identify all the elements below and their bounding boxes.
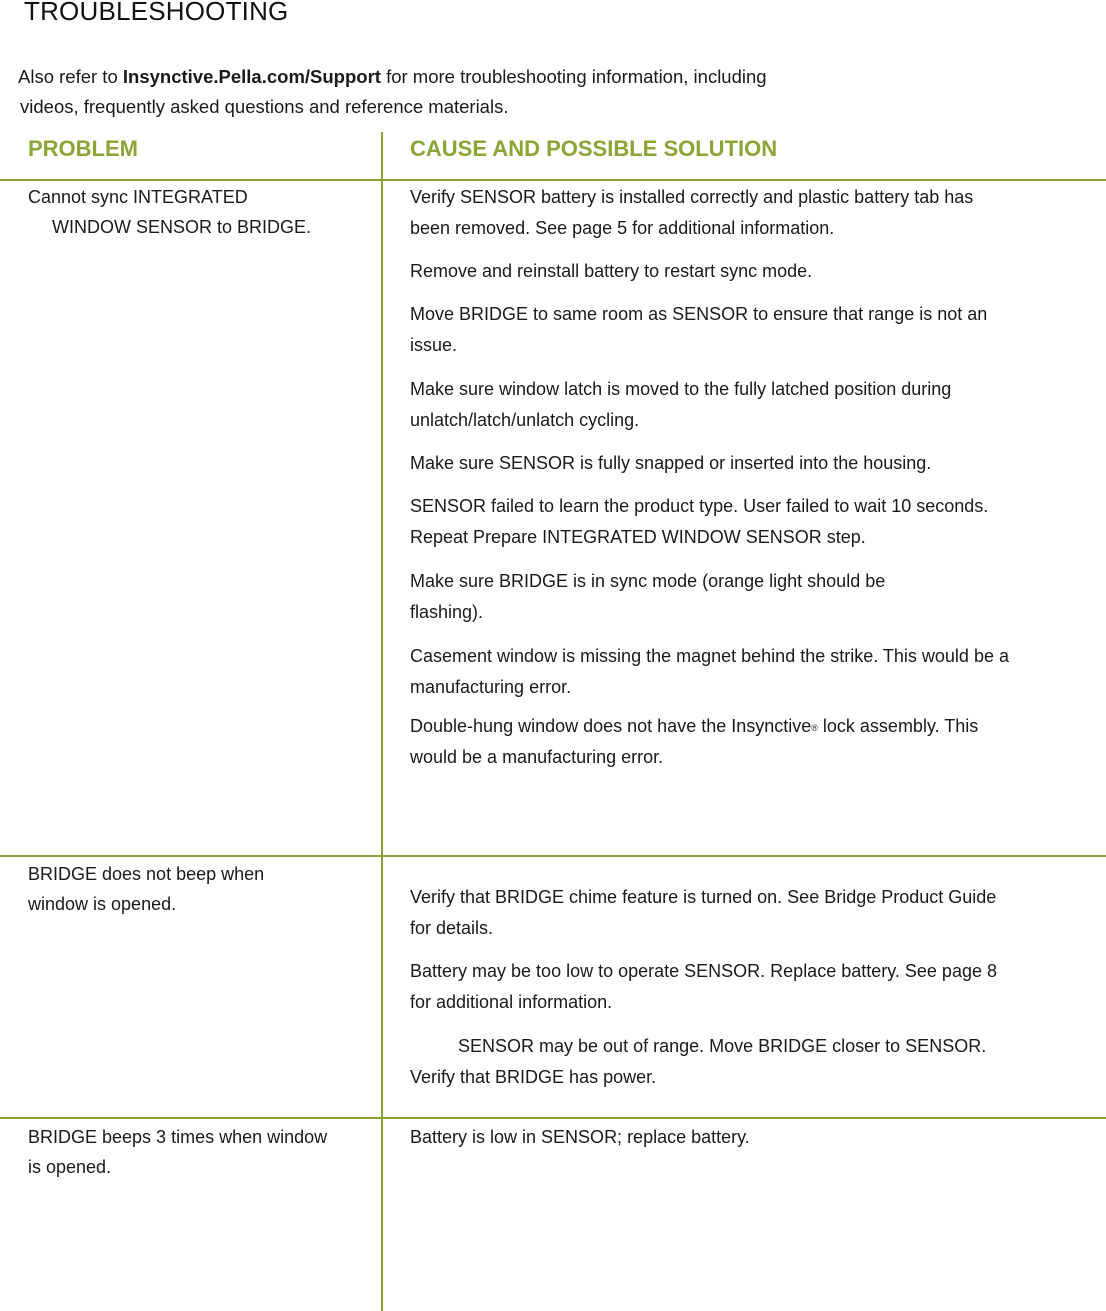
row-divider-2: [0, 1117, 1106, 1119]
intro-line2: videos, frequently asked questions and reference materials.: [20, 96, 509, 117]
solution-item: SENSOR may be out of range. Move BRIDGE closer to SENSOR. Verify that BRIDGE has power.: [410, 1036, 987, 1087]
registered-mark: ®: [811, 723, 818, 733]
solution-item: Casement window is missing the magnet behind the strike. This would be a manufacturing error.: [410, 646, 1009, 697]
support-link[interactable]: Insynctive.Pella.com/Support: [122, 66, 381, 87]
problem-cell: [28, 1122, 327, 1182]
solution-item: Battery may be too low to operate SENSOR. Replace battery. See page 8 for additional information.: [410, 961, 997, 1012]
solution-item: Battery is low in SENSOR; replace battery.: [410, 1127, 750, 1147]
problem-cell: [28, 859, 264, 919]
solution-item: Make sure window latch is moved to the fully latched position during unlatch/latch/unlatch cycling.: [410, 379, 952, 430]
problem-line: BRIDGE does not beep when: [28, 864, 265, 884]
problem-cell: [28, 182, 311, 242]
problem-line: window is opened.: [28, 894, 177, 914]
problem-line: Cannot sync INTEGRATED: [28, 187, 248, 207]
solution-item: Remove and reinstall battery to restart sync mode.: [410, 261, 813, 281]
intro-text: [18, 62, 918, 122]
solution-item: Make sure BRIDGE is in sync mode (orange light should be flashing).: [410, 571, 886, 622]
solution-item: Make sure SENSOR is fully snapped or inserted into the housing.: [410, 453, 932, 473]
solution-item: Double-hung window does not have the Insynctive® lock assembly. This would be a manufacturing error.: [410, 716, 979, 767]
solution-item: Move BRIDGE to same room as SENSOR to ensure that range is not an issue.: [410, 304, 988, 355]
problem-line: is opened.: [28, 1157, 112, 1177]
column-header-cause: CAUSE AND POSSIBLE SOLUTION: [410, 136, 778, 161]
solution-item: Verify SENSOR battery is installed correctly and plastic battery tab has been removed. See page 5 for additional information.: [410, 187, 974, 238]
problem-line: WINDOW SENSOR to BRIDGE.: [52, 217, 312, 237]
intro-prefix: Also refer to: [18, 66, 123, 87]
solution-item: Verify that BRIDGE chime feature is turned on. See Bridge Product Guide for details.: [410, 887, 997, 938]
intro-suffix: for more troubleshooting information, including: [380, 66, 767, 87]
column-divider: [381, 132, 383, 1311]
page-title: TROUBLESHOOTING: [24, 0, 289, 26]
column-header-problem: PROBLEM: [28, 136, 138, 161]
problem-line: BRIDGE beeps 3 times when window: [28, 1127, 328, 1147]
solution-item: SENSOR failed to learn the product type. User failed to wait 10 seconds. Repeat Prepare INTEGRATED WINDOW SENSOR step.: [410, 496, 989, 547]
header-rule: [0, 179, 1106, 181]
row-divider-1: [0, 855, 1106, 857]
